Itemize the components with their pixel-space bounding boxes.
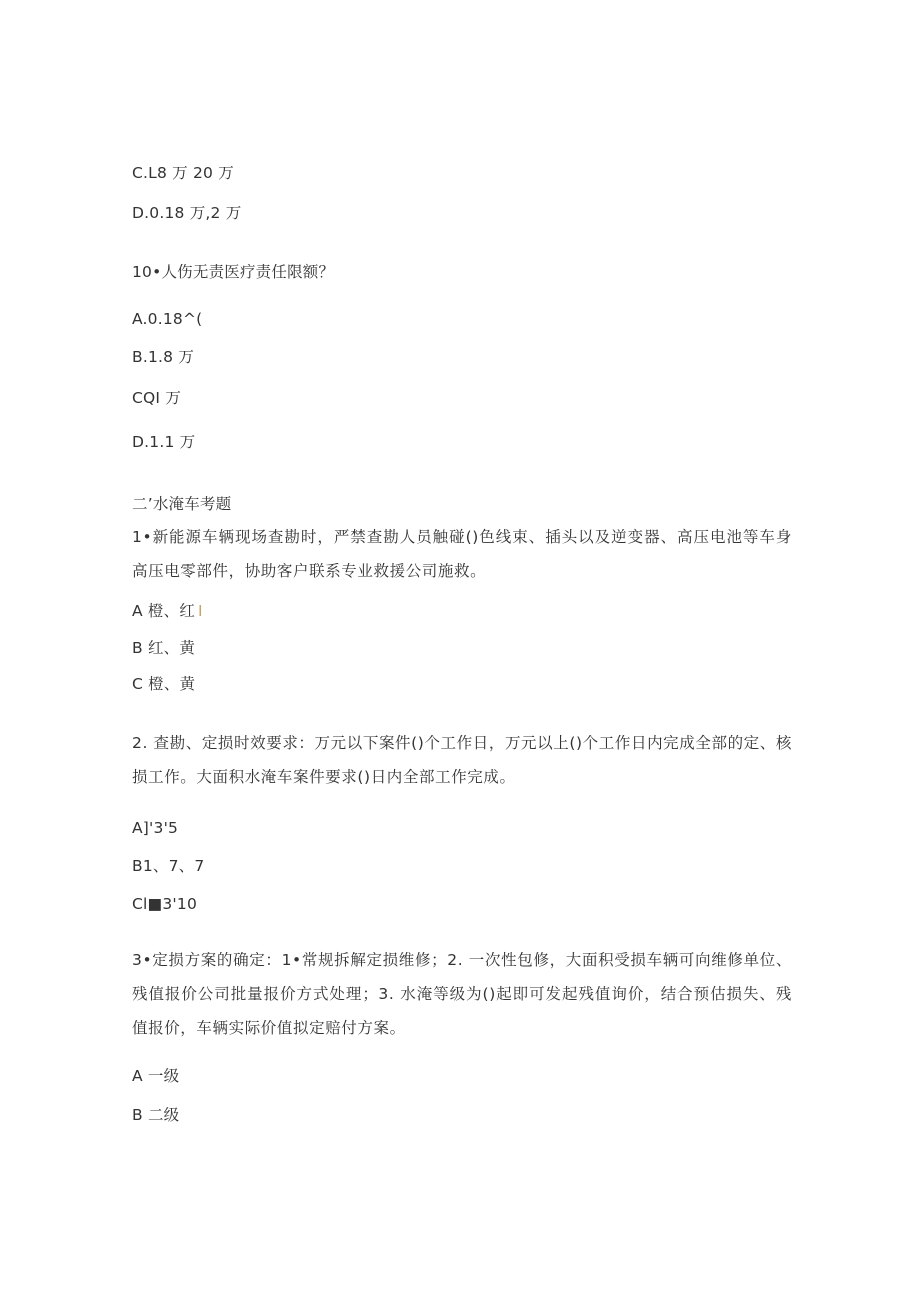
q10-option-a: A.0.18^( xyxy=(132,310,203,328)
s2-q1-option-b: B 红、黄 xyxy=(132,639,196,657)
q10-question: 10•人伤无责医疗责任限额？ xyxy=(132,263,335,281)
s2-q3-option-b: B 二级 xyxy=(132,1106,180,1124)
s2-q1-option-c: C 橙、黄 xyxy=(132,675,196,693)
q10-option-c: CQI 万 xyxy=(132,389,182,407)
s2-q1-option-a-mark: I xyxy=(198,602,203,620)
s2-q2-option-c: Cl■3'10 xyxy=(132,895,198,913)
s2-q2-option-a: A]'3'5 xyxy=(132,819,179,837)
s2-q2-option-b: B1、7、7 xyxy=(132,857,205,875)
q10-option-b: B.1.8 万 xyxy=(132,348,195,366)
q9-option-d: D.0.18 万,2 万 xyxy=(132,204,242,222)
s2-q1-option-a xyxy=(132,601,203,621)
s2-q1-question: 1•新能源车辆现场查勘时，严禁查勘人员触碰()色线束、插头以及逆变器、高压电池等车身高压电零部件，协助客户联系专业救援公司施救。 xyxy=(132,528,792,580)
q9-option-c: C.L8 万 20 万 xyxy=(132,164,234,182)
s2-q1-option-a-label: A 橙、红 xyxy=(132,602,196,620)
q10-option-d: D.1.1 万 xyxy=(132,433,196,451)
s2-q3-question: 3•定损方案的确定：1•常规拆解定损维修；2. 一次性包修，大面积受损车辆可向维修单位、残值报价公司批量报价方式处理；3. 水淹等级为()起即可发起残值询价，结合预估损失、残值报价，车辆实际价值拟定赔付方案。 xyxy=(132,951,792,1037)
s2-q3-option-a: A 一级 xyxy=(132,1067,180,1085)
section-heading: 二’水淹车考题 xyxy=(132,495,232,513)
s2-q2-question: 2. 查勘、定损时效要求：万元以下案件()个工作日，万元以上()个工作日内完成全部的定、核损工作。大面积水淹车案件要求()日内全部工作完成。 xyxy=(132,734,792,786)
